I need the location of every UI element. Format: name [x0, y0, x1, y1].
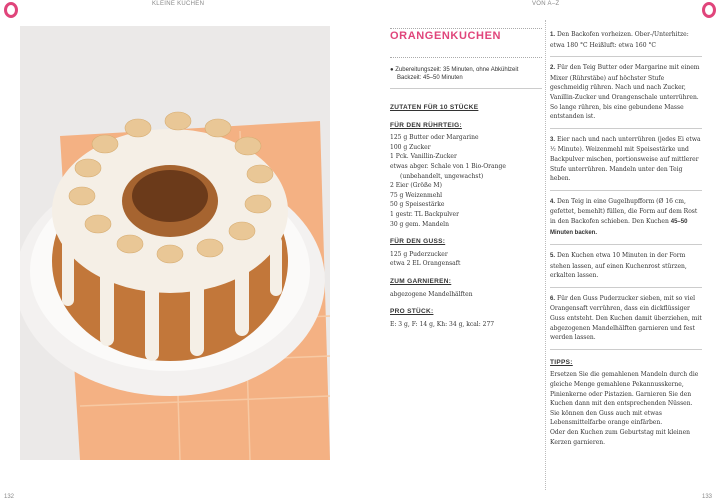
ingredient-item: 125 g Butter oder Margarine: [390, 134, 479, 142]
step-number: 4.: [550, 198, 556, 205]
page-number-left: 132: [4, 494, 15, 500]
ingredient-item: 50 g Speisestärke: [390, 201, 445, 209]
ingredient-item: 30 g gem. Mandeln: [390, 220, 449, 228]
recipe-title: ORANGENKUCHEN: [390, 28, 542, 58]
step-bold-text: 45–50 Minuten backen.: [550, 218, 688, 236]
step-item: [550, 61, 702, 129]
ingredient-item: 1 gestr. TL Backpulver: [390, 210, 459, 218]
running-header-left: KLEINE KUCHEN: [152, 1, 205, 7]
step-text: Für den Guss Puderzucker sieben, mit so viel Orangensaft verrühren, dass ein dickflüssiger Guss entsteht. Den Kuchen damit überziehen, mit abgezogenen Mandelhälften garnieren und fest werden lassen.: [550, 294, 702, 342]
step-text: Eier nach und nach unterrühren (jedes Ei etwa ½ Minute). Weizenmehl mit Speisestärke und Backpulver mischen, portionsweise auf mittlerer Stufe unterrühren. Mandeln unter den Teig heben.: [550, 135, 701, 183]
running-header-right: VON A–Z: [532, 1, 560, 7]
ingredient-item: etwas abger. Schale von 1 Bio-Orange: [390, 162, 506, 170]
ingredients-column: [390, 28, 542, 329]
ingredient-item: 100 g Zucker: [390, 143, 431, 151]
section-heading: ZUM GARNIEREN:: [390, 277, 452, 285]
time-info: [390, 66, 542, 89]
step-item: [550, 249, 702, 288]
step-text: Den Backofen vorheizen. Ober-/Unterhitze: etwa 180 °C Heißluft: etwa 160 °C: [550, 31, 689, 49]
step-item: [550, 292, 702, 350]
steps-column: [550, 28, 702, 447]
step-item: [550, 28, 702, 57]
step-item: [550, 133, 702, 191]
ingredient-item: 1 Pck. Vanillin-Zucker: [390, 153, 457, 161]
ingredient-item: abgezogene Mandelhälften: [390, 290, 473, 298]
binder-ring-icon: [702, 2, 716, 18]
step-number: 3.: [550, 136, 556, 143]
ingredients-heading: ZUTATEN FÜR 10 STÜCKE: [390, 104, 479, 111]
ingredient-item: (unbehandelt, ungewachst): [400, 172, 484, 180]
step-number: 5.: [550, 253, 556, 260]
page-number-right: 133: [702, 494, 713, 500]
step-text: Den Teig in eine Gugelhupfform (Ø 16 cm, gefettet, bemehlt) füllen, die Form auf dem Rost in den Backofen schieben. Den Kuchen: [550, 197, 698, 225]
ingredient-item: 2 Eier (Größe M): [390, 182, 442, 190]
ingredient-item: E: 3 g, F: 14 g, Kh: 34 g, kcal: 277: [390, 320, 495, 328]
tips-text: Ersetzen Sie die gemahlenen Mandeln durch die gleiche Menge gemahlene Pekannusskerne, Pinienkerne oder Pistazien. Garnieren Sie den Kuchen dann mit den entsprechenden Nüssen. Sie können den Guss auch mit etwas Lebensmittelfarbe orange einfärben.: [550, 371, 699, 427]
clock-icon: ●: [390, 67, 394, 73]
ingredient-item: etwa 2 EL Orangensaft: [390, 260, 461, 268]
binder-ring-icon: [4, 2, 18, 18]
step-text: Für den Teig Butter oder Margarine mit einem Mixer (Rührstäbe) auf höchster Stufe geschmeidig rühren. Nach und nach Zucker, Vanillin-Zucker und Orangenschale unterrühren. So lange rühren, bis eine gebundene Masse entstanden ist.: [550, 64, 700, 121]
tips-text-2: Oder den Kuchen zum Geburtstag mit kleinen Kerzen garnieren.: [550, 429, 691, 446]
step-item: [550, 195, 702, 245]
ingredient-item: 75 g Weizenmehl: [390, 191, 443, 199]
prep-time: Zubereitungszeit: 35 Minuten, ohne Abkühlzeit: [395, 67, 519, 73]
section-heading: PRO STÜCK:: [390, 308, 434, 316]
cake-photo: [20, 26, 330, 460]
step-text: Den Kuchen etwa 10 Minuten in der Form stehen lassen, auf einen Kuchenrost stürzen, erkalten lassen.: [550, 252, 687, 280]
column-divider: [545, 20, 546, 490]
bake-time: Backzeit: 45–50 Minuten: [397, 75, 463, 81]
step-number: 1.: [550, 32, 556, 38]
tips-heading: TIPPS:: [550, 358, 573, 366]
section-heading: FÜR DEN RÜHRTEIG:: [390, 121, 462, 129]
ingredient-item: 125 g Puderzucker: [390, 250, 448, 258]
section-heading: FÜR DEN GUSS:: [390, 238, 446, 246]
step-number: 2.: [550, 65, 556, 72]
step-number: 6.: [550, 295, 556, 302]
